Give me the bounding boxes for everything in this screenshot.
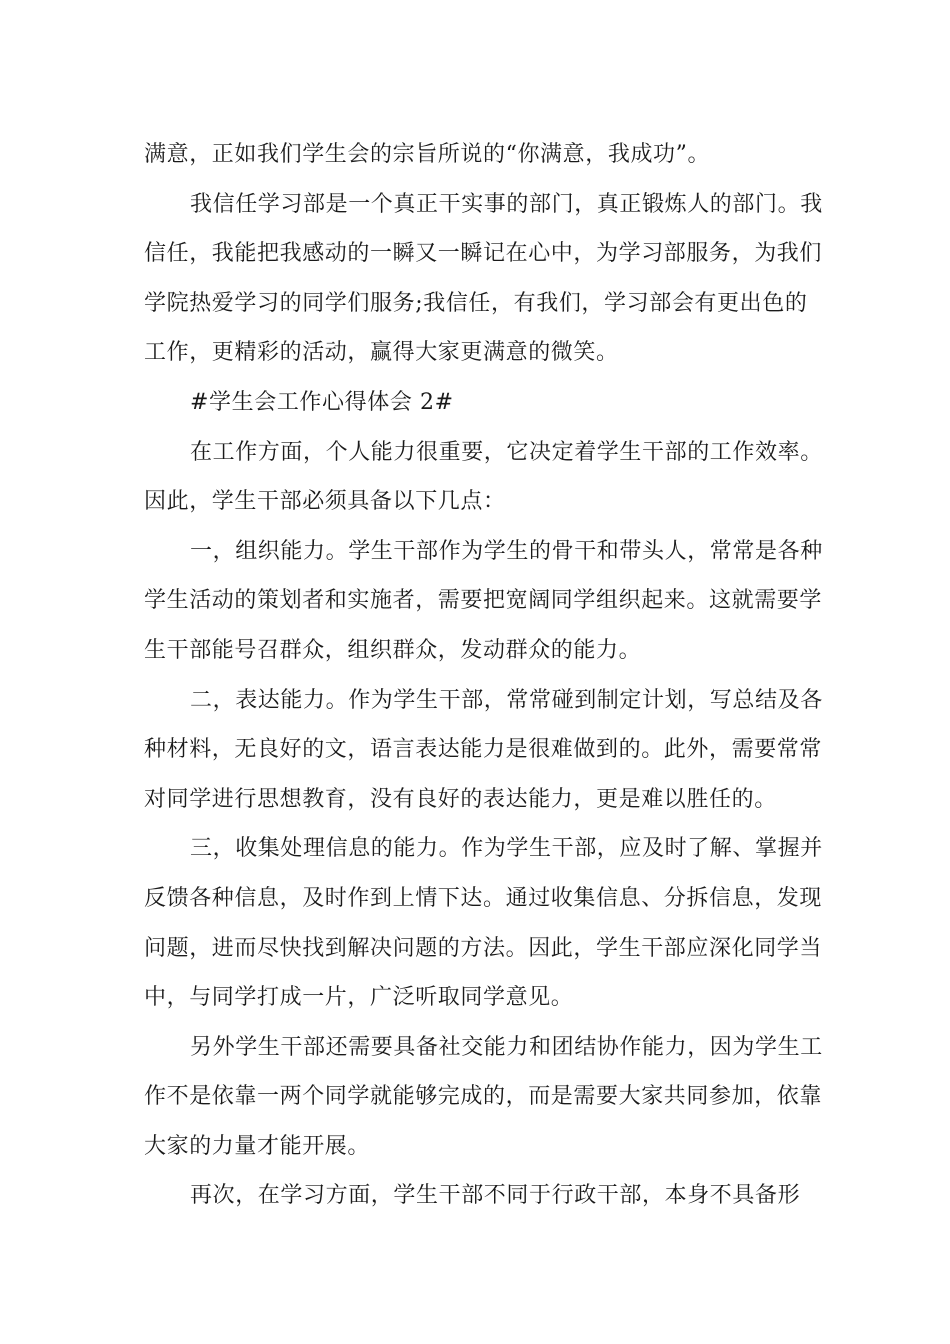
document-body	[144, 130, 824, 1221]
paragraph-continuation: 满意，正如我们学生会的宗旨所说的“你满意，我成功”。	[144, 142, 711, 167]
paragraph: 一，组织能力。学生干部作为学生的骨干和带头人，常常是各种学生活动的策划者和实施者，需要把宽阔同学组织起来。这就需要学生干部能号召群众，组织群众，发动群众的能力。	[144, 538, 823, 663]
paragraph: 在工作方面，个人能力很重要，它决定着学生干部的工作效率。因此，学生干部必须具备以下几点：	[144, 439, 823, 515]
paragraph: 二，表达能力。作为学生干部，常常碰到制定计划，写总结及各种材料，无良好的文，语言表达能力是很难做到的。此外，需要常常对同学进行思想教育，没有良好的表达能力，更是难以胜任的。	[144, 687, 823, 812]
section-heading: #学生会工作心得体会 2#	[190, 389, 454, 415]
paragraph: 再次，在学习方面，学生干部不同于行政干部，本身不具备形	[190, 1183, 801, 1209]
paragraph: 三，收集处理信息的能力。作为学生干部，应及时了解、掌握并反馈各种信息，及时作到上情下达。通过收集信息、分拆信息，发现问题，进而尽快找到解决问题的方法。因此，学生干部应深化同学当中，与同学打成一片，广泛听取同学意见。	[144, 836, 823, 1011]
paragraph: 我信任学习部是一个真正干实事的部门，真正锻炼人的部门。我信任，我能把我感动的一瞬又一瞬记在心中，为学习部服务，为我们学院热爱学习的同学们服务;我信任，有我们，学习部会有更出色的工作，更精彩的活动，赢得大家更满意的微笑。	[144, 191, 823, 366]
paragraph: 另外学生干部还需要具备社交能力和团结协作能力，因为学生工作不是依靠一两个同学就能够完成的，而是需要大家共同参加，依靠大家的力量才能开展。	[144, 1034, 823, 1159]
